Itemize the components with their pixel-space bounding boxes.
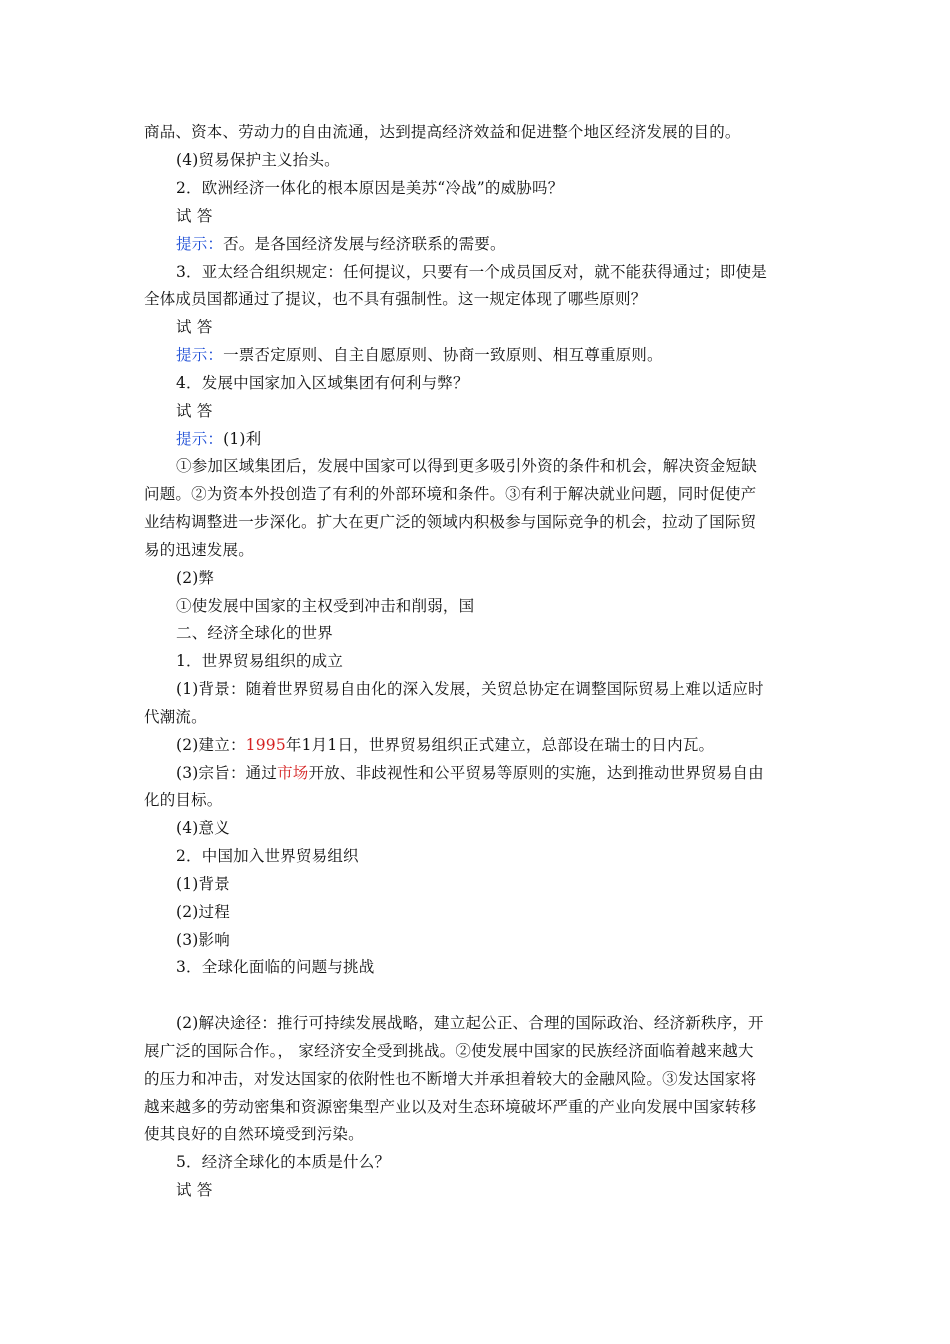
paragraph-line: 展广泛的国际合作。， 家经济安全受到挑战。②使发展中国家的民族经济面临着越来越大 bbox=[144, 1042, 754, 1060]
hint-label: 提示： bbox=[176, 346, 224, 364]
hint-label: 提示： bbox=[176, 235, 224, 253]
hint-text: 否。是各国经济发展与经济联系的需要。 bbox=[223, 235, 506, 253]
highlight-text: 1995 bbox=[245, 736, 286, 754]
list-item: (4)意义 bbox=[176, 819, 230, 837]
section-heading: 二、经济全球化的世界 bbox=[176, 624, 334, 642]
subsection-heading: 3．全球化面临的问题与挑战 bbox=[176, 958, 375, 976]
text-segment: 年1月1日，世界贸易组织正式建立，总部设在瑞士的日内瓦。 bbox=[285, 736, 715, 754]
hint-text: 一票否定原则、自主自愿原则、协商一致原则、相互尊重原则。 bbox=[223, 346, 663, 364]
question-5: 5．经济全球化的本质是什么？ bbox=[176, 1153, 391, 1171]
subsection-heading: 2．中国加入世界贸易组织 bbox=[176, 847, 359, 865]
hint-line bbox=[176, 234, 808, 254]
hint-text: (1)利 bbox=[223, 430, 262, 448]
paragraph-line: 商品、资本、劳动力的自由流通，达到提高经济效益和促进整个地区经济发展的目的。 bbox=[144, 123, 741, 141]
subsection-heading: 1．世界贸易组织的成立 bbox=[176, 652, 344, 670]
paragraph-line: 越来越多的劳动密集和资源密集型产业以及对生态环境破坏严重的产业向发展中国家转移 bbox=[144, 1098, 757, 1116]
paragraph-line: (2)解决途径：推行可持续发展战略，建立起公正、合理的国际政治、经济新秩序，开 bbox=[176, 1014, 764, 1032]
try-answer-label: 试 答 bbox=[176, 318, 213, 336]
text-segment: (2)建立： bbox=[176, 736, 246, 754]
try-answer-label: 试 答 bbox=[176, 1181, 213, 1199]
paragraph-line bbox=[176, 735, 808, 755]
text-segment: (3)宗旨：通过 bbox=[176, 764, 278, 782]
paragraph-line: 使其良好的自然环境受到污染。 bbox=[144, 1125, 364, 1143]
list-item: (1)背景 bbox=[176, 875, 230, 893]
hint-label: 提示： bbox=[176, 430, 224, 448]
paragraph-line: ①参加区域集团后，发展中国家可以得到更多吸引外资的条件和机会，解决资金短缺 bbox=[176, 457, 757, 475]
hint-line bbox=[176, 345, 808, 365]
question-4: 4．发展中国家加入区域集团有何利与弊？ bbox=[176, 374, 469, 392]
question-2: 2．欧洲经济一体化的根本原因是美苏“冷战”的威胁吗？ bbox=[176, 179, 564, 197]
paragraph-line: 的压力和冲击，对发达国家的依附性也不断增大并承担着较大的金融风险。③发达国家将 bbox=[144, 1070, 757, 1088]
list-item: (2)过程 bbox=[176, 903, 230, 921]
paragraph-line: 业结构调整进一步深化。扩大在更广泛的领域内积极参与国际竞争的机会，拉动了国际贸 bbox=[144, 513, 757, 531]
hint-line bbox=[176, 429, 808, 449]
paragraph-line: (1)背景：随着世界贸易自由化的深入发展，关贸总协定在调整国际贸易上难以适应时 bbox=[176, 680, 764, 698]
question-3-cont: 全体成员国都通过了提议，也不具有强制性。这一规定体现了哪些原则？ bbox=[144, 290, 647, 308]
paragraph-line bbox=[176, 763, 808, 783]
list-item-4: (4)贸易保护主义抬头。 bbox=[176, 151, 340, 169]
paragraph-line: ①使发展中国家的主权受到冲击和削弱，国 bbox=[176, 597, 475, 615]
highlight-text: 市场 bbox=[277, 764, 309, 782]
list-item: (3)影响 bbox=[176, 931, 230, 949]
paragraph-line: 化的目标。 bbox=[144, 791, 223, 809]
text-segment: 开放、非歧视性和公平贸易等原则的实施，达到推动世界贸易自由 bbox=[308, 764, 764, 782]
try-answer-label: 试 答 bbox=[176, 402, 213, 420]
list-item: (2)弊 bbox=[176, 569, 215, 587]
question-3: 3．亚太经合组织规定：任何提议，只要有一个成员国反对，就不能获得通过；即使是 bbox=[176, 263, 767, 281]
paragraph-line: 代潮流。 bbox=[144, 708, 207, 726]
paragraph-line: 问题。②为资本外投创造了有利的外部环境和条件。③有利于解决就业问题，同时促使产 bbox=[144, 485, 757, 503]
try-answer-label: 试 答 bbox=[176, 207, 213, 225]
paragraph-line: 易的迅速发展。 bbox=[144, 541, 254, 559]
